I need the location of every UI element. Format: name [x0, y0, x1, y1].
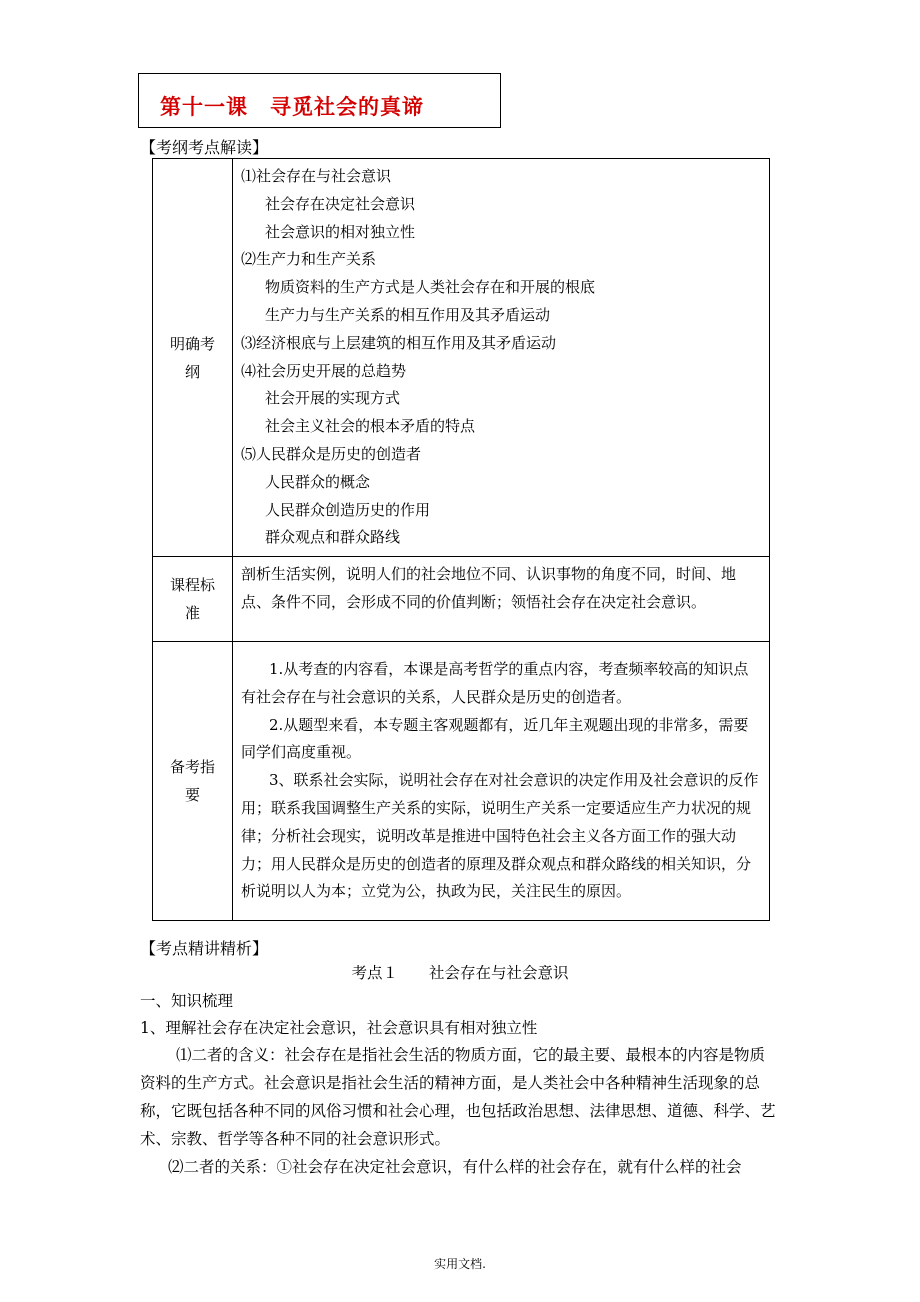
paragraph: 1.从考查的内容看，本课是高考哲学的重点内容，考查频率较高的知识点有社会存在与社会意识的关系，人民群众是历史的创造者。	[241, 660, 749, 706]
row-label: 明确考纲	[153, 159, 233, 557]
list-item: 社会主义社会的根本矛盾的特点	[265, 417, 476, 436]
paragraph: 剖析生活实例，说明人们的社会地位不同、认识事物的角度不同，时间、地点、条件不同，会形成不同的价值判断；领悟社会存在决定社会意识。	[241, 565, 737, 611]
paragraph: 3、联系社会实际，说明社会存在对社会意识的决定作用及社会意识的反作用；联系我国调整生产关系的实际，说明生产关系一定要适应生产力状况的规律；分析社会现实，说明改革是推进中国特色社会主义各方面工作的强大动力；用人民群众是历史的创造者的原理及群众观点和群众路线的相关知识，分析说明以人为本；立党为公，执政为民，关注民生的原因。	[241, 771, 759, 901]
list-item: ⑸人民群众是历史的创造者	[241, 444, 422, 463]
list-item: 物质资料的生产方式是人类社会存在和开展的根底	[265, 278, 596, 297]
list-item: ⑵生产力和生产关系	[241, 250, 377, 269]
list-item: 社会意识的相对独立性	[265, 222, 416, 241]
row-content	[233, 159, 770, 557]
list-item: ⑶经济根底与上层建筑的相互作用及其矛盾运动	[241, 333, 557, 352]
table-row	[153, 159, 770, 557]
section-heading-outline: 【考纲考点解读】	[140, 138, 269, 157]
list-item: ⑷社会历史开展的总趋势	[241, 361, 407, 380]
row-label: 备考指要	[153, 642, 233, 921]
list-item: 社会存在决定社会意识	[265, 194, 416, 213]
list-item: ⑴社会存在与社会意识	[241, 167, 392, 185]
table-row	[153, 642, 770, 921]
paragraph: ⑴二者的含义：社会存在是指社会生活的物质方面，它的最主要、最根本的内容是物质资料的生产方式。社会意识是指社会生活的精神方面，是人类社会中各种精神生活现象的总称，它既包括各种不同的风俗习惯和社会心理，也包括政治思想、法律思想、道德、科学、艺术、宗教、哲学等各种不同的社会意识形式。	[140, 1046, 776, 1148]
list-item: 生产力与生产关系的相互作用及其矛盾运动	[265, 305, 551, 324]
kaodian-heading: 考点１ 社会存在与社会意识	[351, 964, 569, 982]
lesson-title: 第十一课 寻觅社会的真谛	[160, 95, 424, 119]
point-heading: 1、理解社会存在决定社会意识，社会意识具有相对独立性	[140, 1019, 538, 1037]
part-heading: 一、知识梳理	[140, 992, 234, 1010]
row-content	[233, 557, 770, 642]
outline-table	[152, 158, 770, 921]
paragraph: ⑵二者的关系：①社会存在决定社会意识，有什么样的社会存在，就有什么样的社会	[168, 1158, 742, 1176]
table-row	[153, 557, 770, 642]
section-heading-analysis: 【考点精讲精析】	[140, 939, 269, 958]
list-item: 人民群众创造历史的作用	[265, 500, 431, 519]
list-item: 社会开展的实现方式	[265, 389, 401, 408]
row-content	[233, 642, 770, 921]
list-item: 群众观点和群众路线	[265, 528, 401, 547]
row-label: 课程标准	[153, 557, 233, 642]
paragraph: 2.从题型来看，本专题主客观题都有，近几年主观题出现的非常多，需要同学们高度重视。	[241, 715, 749, 762]
list-item: 人民群众的概念	[265, 472, 371, 491]
page-footer: 实用文档.	[434, 1257, 486, 1271]
